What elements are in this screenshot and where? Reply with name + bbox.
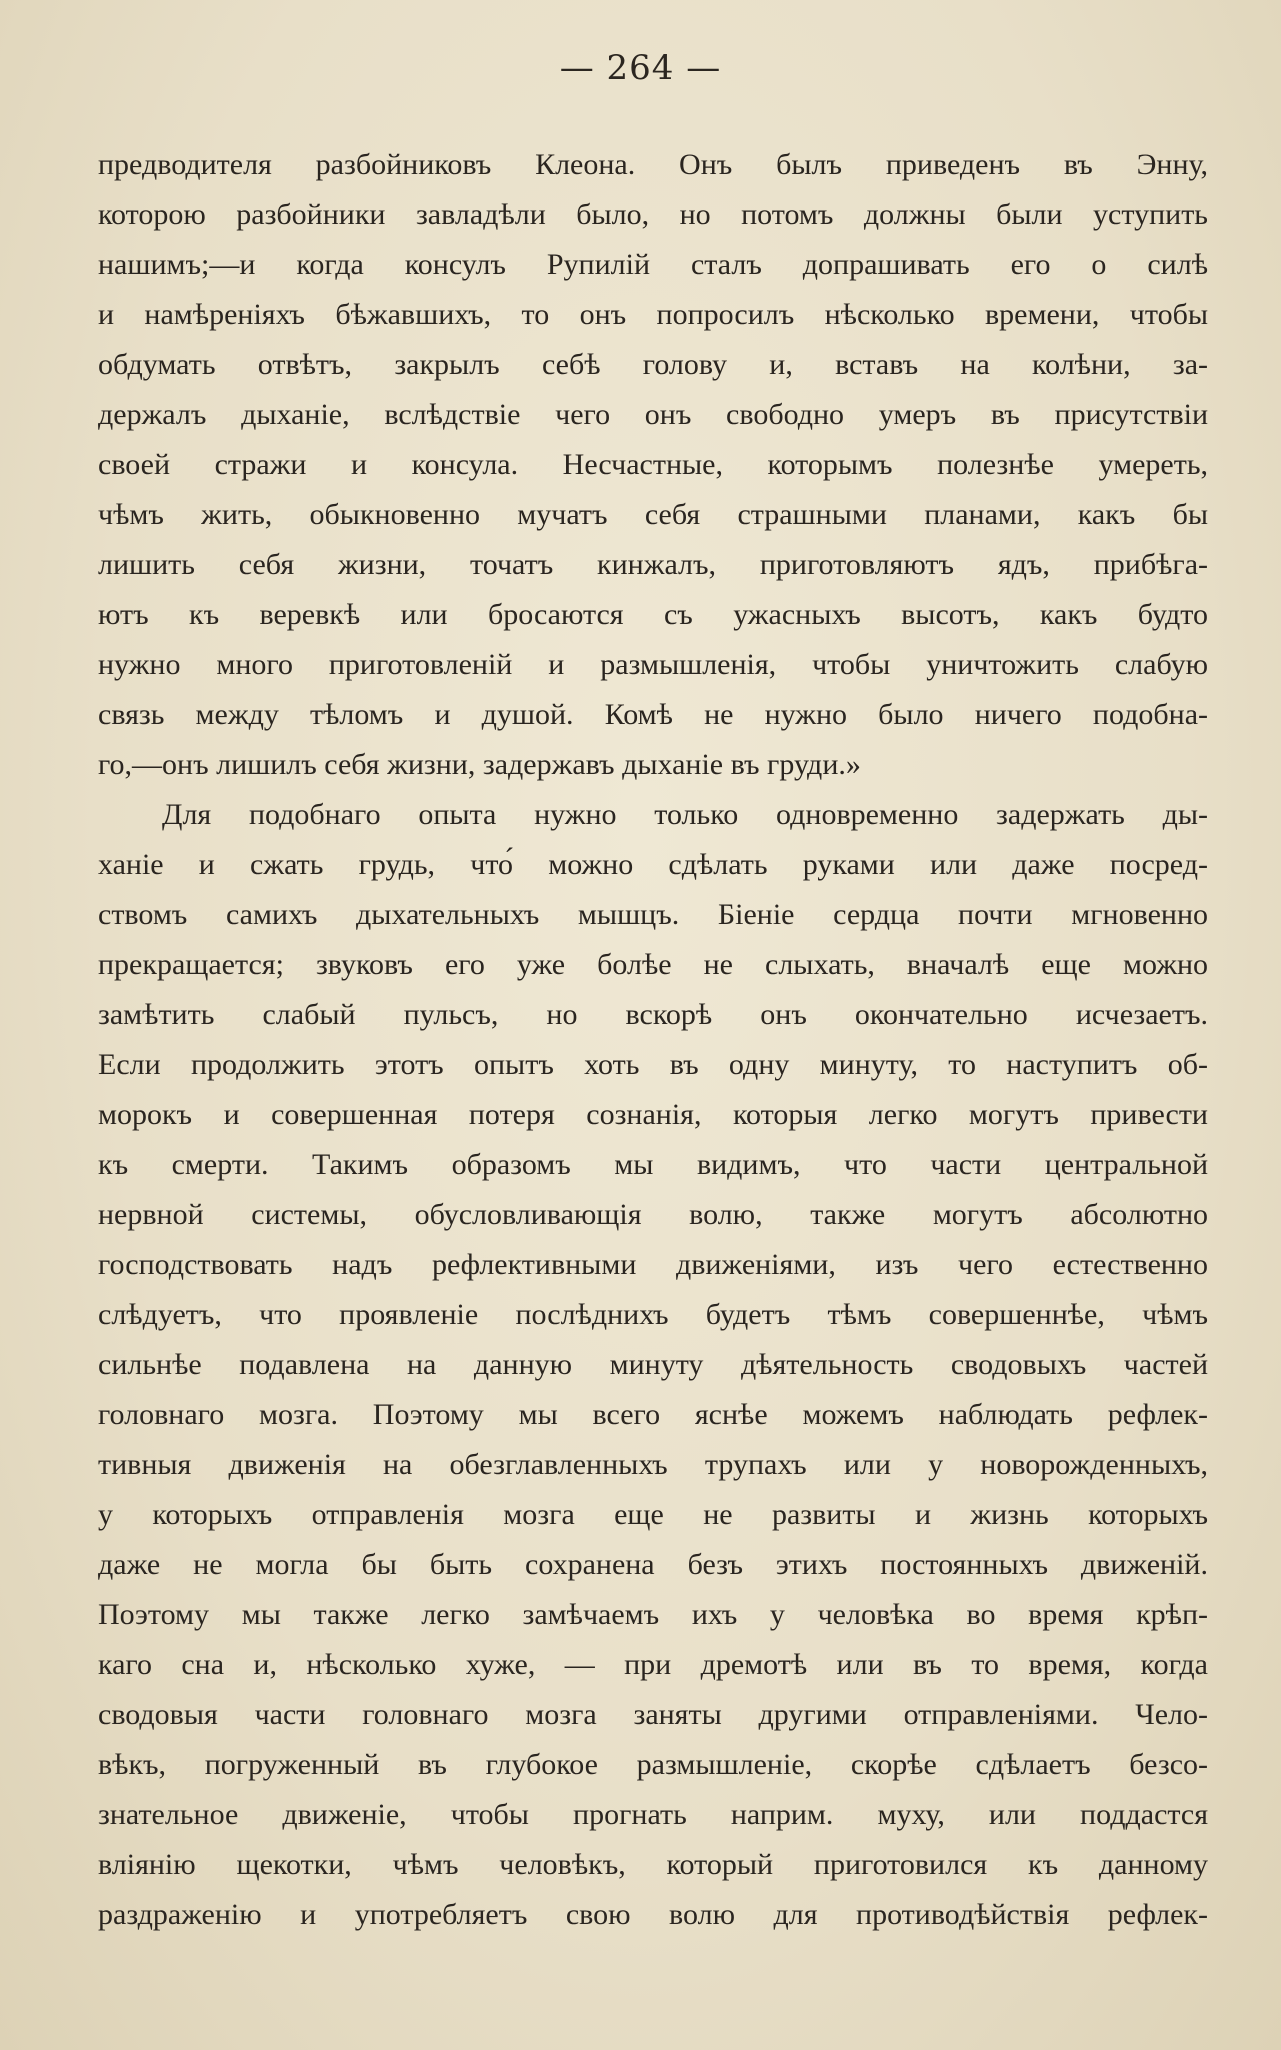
text-line: Для подобнаго опыта нужно только одновременно задержать ды- [162,798,1208,831]
text-line: къ смерти. Такимъ образомъ мы видимъ, что части центральной [98,1148,1208,1181]
page-number: — 264 — [559,48,722,88]
text-line: го,—онъ лишилъ себя жизни, задержавъ дыханіе въ груди.» [98,748,861,781]
text-line: Если продолжить этотъ опытъ хоть въ одну минуту, то наступитъ об- [98,1048,1208,1081]
text-line: даже не могла бы быть сохранена безъ этихъ постоянныхъ движеній. [98,1548,1208,1581]
paragraph-1 [98,140,1208,790]
text-line: морокъ и совершенная потеря сознанія, которыя легко могутъ привести [98,1098,1208,1131]
text-line: своей стражи и консула. Несчастные, которымъ полезнѣе умереть, [98,448,1208,481]
text-line: господствовать надъ рефлективными движеніями, изъ чего естественно [98,1248,1208,1281]
body-text [98,140,1208,1940]
text-line: тивныя движенія на обезглавленныхъ трупахъ или у новорожденныхъ, [98,1448,1208,1481]
text-line: вѣкъ, погруженный въ глубокое размышленіе, скорѣе сдѣлаетъ безсо- [98,1748,1208,1781]
text-line: связь между тѣломъ и душой. Комѣ не нужно было ничего подобна- [98,698,1208,731]
text-line: сводовыя части головнаго мозга заняты другими отправленіями. Чело- [98,1698,1208,1731]
text-line: нашимъ;—и когда консулъ Рупилій сталъ допрашивать его о силѣ [98,248,1208,281]
text-line: головнаго мозга. Поэтому мы всего яснѣе можемъ наблюдать рефлек- [98,1398,1208,1431]
text-line: замѣтить слабый пульсъ, но вскорѣ онъ окончательно исчезаетъ. [98,998,1208,1031]
paragraph-2 [98,790,1208,1940]
text-line: обдумать отвѣтъ, закрылъ себѣ голову и, вставъ на колѣни, за- [98,348,1208,381]
text-line: прекращается; звуковъ его уже болѣе не слыхать, вначалѣ еще можно [98,948,1208,981]
text-line: нужно много приготовленій и размышленія, чтобы уничтожить слабую [98,648,1208,681]
text-line: лишить себя жизни, точатъ кинжалъ, приготовляютъ ядъ, прибѣга- [98,548,1208,581]
text-line: каго сна и, нѣсколько хуже, — при дремотѣ или въ то время, когда [98,1648,1208,1681]
text-line: знательное движеніе, чтобы прогнать наприм. муху, или поддастся [98,1798,1208,1831]
text-line: слѣдуетъ, что проявленіе послѣднихъ будетъ тѣмъ совершеннѣе, чѣмъ [98,1298,1208,1331]
text-line: предводителя разбойниковъ Клеона. Онъ былъ приведенъ въ Энну, [98,148,1208,181]
text-line: ствомъ самихъ дыхательныхъ мышцъ. Біеніе сердца почти мгновенно [98,898,1208,931]
text-line: вліянію щекотки, чѣмъ человѣкъ, который приготовился къ данному [98,1848,1208,1881]
text-line: держалъ дыханіе, вслѣдствіе чего онъ свободно умеръ въ присутствіи [98,398,1208,431]
text-line: ханіе и сжать грудь, что́ можно сдѣлать руками или даже посред- [98,848,1208,881]
text-line: Поэтому мы также легко замѣчаемъ ихъ у человѣка во время крѣп- [98,1598,1208,1631]
text-line: чѣмъ жить, обыкновенно мучатъ себя страшными планами, какъ бы [98,498,1208,531]
text-line: раздраженію и употребляетъ свою волю для противодѣйствія рефлек- [98,1898,1208,1931]
text-line: сильнѣе подавлена на данную минуту дѣятельность сводовыхъ частей [98,1348,1208,1381]
text-line: у которыхъ отправленія мозга еще не развиты и жизнь которыхъ [98,1498,1208,1531]
text-line: и намѣреніяхъ бѣжавшихъ, то онъ попросилъ нѣсколько времени, чтобы [98,298,1208,331]
text-line: ютъ къ веревкѣ или бросаются съ ужасныхъ высотъ, какъ будто [98,598,1208,631]
text-line: нервной системы, обусловливающія волю, также могутъ абсолютно [98,1198,1208,1231]
text-line: которою разбойники завладѣли было, но потомъ должны были уступить [98,198,1208,231]
